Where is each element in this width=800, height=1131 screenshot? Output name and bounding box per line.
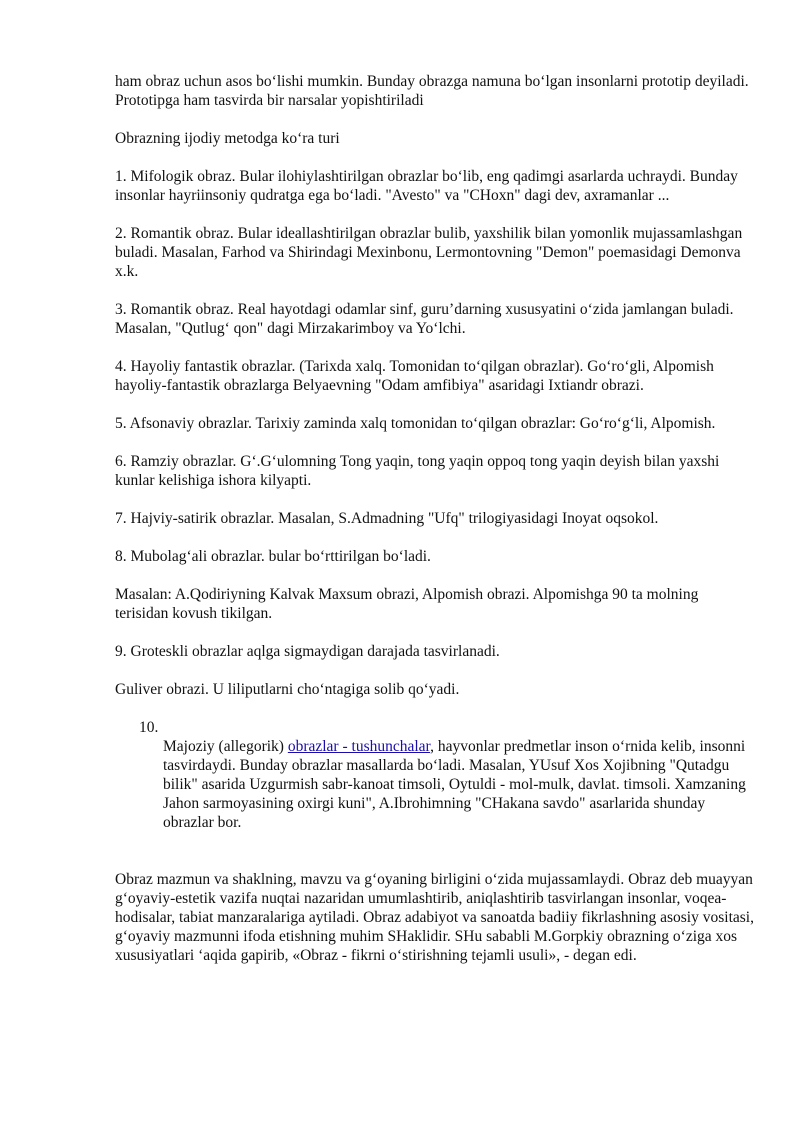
- item-hyperbolic: 8. Mubolag‘ali obrazlar. bular bo‘rttirilgan bo‘ladi.: [115, 548, 431, 565]
- allegorical-intro: Majoziy (allegorik): [163, 738, 288, 755]
- item-number: 10.: [139, 719, 159, 736]
- closing-paragraph: Obraz mazmun va shaklning, mavzu va g‘oyaning birligini o‘zida mujassamlaydi. Obraz deb muayyan g‘oyaviy-estetik vazifa nuqtai nazaridan umumlashtirib, aniqlashtirib tasvirlangan insonlar, voqea-hodisalar, tabiat manzaralariga aytiladi. Obraz adabiyot va sanoatda badiiy fikrlashning asosiy vositasi, g‘oyaviy mazmunni ifoda etishning muhim SHaklidir. SHu sababli M.Gorpkiy obrazning o‘ziga xos xususiyatlari ‘aqida gapirib, «Obraz - fikrni o‘stirishning tejamli usuli», - degan edi.: [115, 871, 754, 964]
- section-heading: Obrazning ijodiy metodga ko‘ra turi: [115, 130, 340, 147]
- example-hyperbolic: Masalan: A.Qodiriyning Kalvak Maxsum obrazi, Alpomish obrazi. Alpomishga 90 ta molning terisidan kovush tikilgan.: [115, 586, 699, 622]
- item-mythological: 1. Mifologik obraz. Bular ilohiylashtirilgan obrazlar bo‘lib, eng qadimgi asarlarda uchraydi. Bunday insonlar hayriinsoniy qudratga ega bo‘ladi. "Avesto" va "CHoxn" dagi dev, axramanlar ...: [115, 168, 738, 204]
- item-realistic: 3. Romantik obraz. Real hayotdagi odamlar sinf, guru’darning xususyatini o‘zida jamlangan buladi. Masalan, "Qutlug‘ qon" dagi Mirzakarimboy va Yo‘lchi.: [115, 301, 734, 337]
- concepts-link[interactable]: obrazlar - tushunchalar: [287, 738, 431, 755]
- item-allegorical: [115, 718, 755, 832]
- item-grotesque: 9. Groteskli obrazlar aqlga sigmaydigan darajada tasvirlanadi.: [115, 643, 500, 660]
- item-allegorical-text: [163, 737, 755, 832]
- item-romantic: 2. Romantik obraz. Bular ideallashtirilgan obrazlar bulib, yaxshilik bilan yomonlik mujassamlashgan buladi. Masalan, Farhod va Shirindagi Mexinbonu, Lermontovning "Demon" poemasidagi Demonva x.k.: [115, 225, 743, 280]
- allegorical-rest: , hayvonlar predmetlar inson o‘rnida kelib, insonni tasvirdaydi. Bunday obrazlar masallarda bo‘ladi. Masalan, YUsuf Xos Xojibning "Qutadgu bilik" asarida Uzgurmish sabr-kanoat timsoli, Oytuldi - mol-mulk, davlat. timsoli. Xamzaning Jahon sarmoyasining oxirgi kuni", A.Ibrohimning "CHakana savdo" asarlarida shunday obrazlar bor.: [163, 738, 746, 831]
- item-symbolic: 6. Ramziy obrazlar. G‘.G‘ulomning Tong yaqin, tong yaqin oppoq tong yaqin deyish bilan yaxshi kunlar kelishiga ishora kilyapti.: [115, 453, 720, 489]
- spacer: [115, 832, 755, 870]
- document-body: [115, 72, 755, 984]
- item-legendary: 5. Afsonaviy obrazlar. Tarixiy zaminda xalq tomonidan to‘qilgan obrazlar: Go‘ro‘g‘li, Alpomish.: [115, 415, 716, 432]
- example-grotesque: Guliver obrazi. U liliputlarni cho‘ntagiga solib qo‘yadi.: [115, 681, 460, 698]
- item-fantastic: 4. Hayoliy fantastik obrazlar. (Tarixda xalq. Tomonidan to‘qilgan obrazlar). Go‘ro‘gli, Alpomish hayoliy-fantastik obrazlarga Belyaevning "Odam amfibiya" asaridagi Ixtiandr obrazi.: [115, 358, 714, 394]
- item-satirical: 7. Hajviy-satirik obrazlar. Masalan, S.Admadning "Ufq" trilogiyasidagi Inoyat oqsokol.: [115, 510, 659, 527]
- paragraph-prototype: ham obraz uchun asos bo‘lishi mumkin. Bunday obrazga namuna bo‘lgan insonlarni prototip deyiladi. Prototipga ham tasvirda bir narsalar yopishtiriladi: [115, 73, 749, 109]
